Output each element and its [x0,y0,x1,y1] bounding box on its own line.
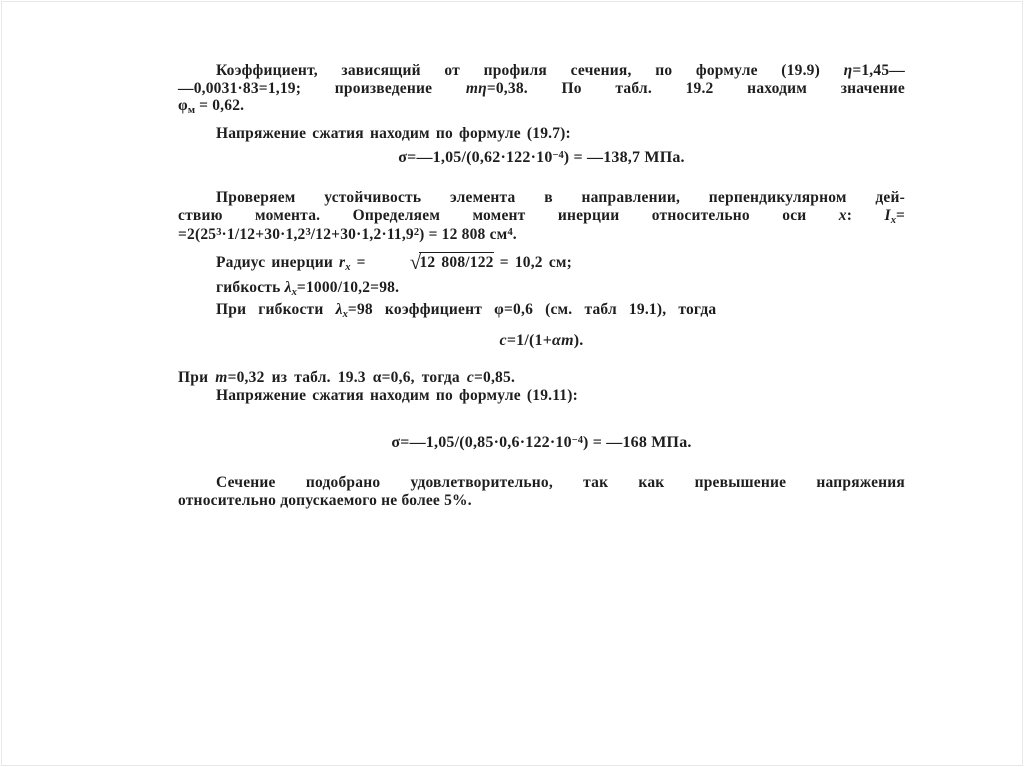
paragraph1-line1: Коэффициент, зависящий от профиля сечения, по формуле (19.9) η=1,45— [216,62,905,79]
formula-19-11: $\sigma=—1,05/(0,85\cdot 0,6\cdot 122\cdot 10^{-4})$ = —168 МПа. [391,434,692,451]
paragraph2-line1: Напряжение сжатия находим по формуле (19.7): [216,124,571,142]
slenderness-line: гибкость λx=1000/10,2=98. [216,279,400,298]
paragraph3-line2: ствию момента. Определяем момент инерции относительно оси x: Ix= [178,206,905,226]
formula-c-coefficient: c=1/(1+αm). [499,332,584,349]
alpha-c-values-line: При m=0,32 из табл. 19.3 α=0,6, тогда c=0,85. [178,369,516,386]
paragraph3-line1: Проверяем устойчивость элемента в направлении, перпендикулярном дей- [216,189,905,206]
paragraph1-line3: φм = 0,62. [178,97,245,116]
radius-of-gyration-line: Радиус инерции rx = √12 808/122 = 10,2 см; [216,249,573,274]
formula-19-7: $\sigma=—1,05/(0,62\cdot 122\cdot 10^{-4})$ = —138,7 МПа. [398,149,685,166]
conclusion-line1: Сечение подобрано удовлетворительно, так как превышение напряжения [216,474,905,491]
paragraph4-line1: Напряжение сжатия находим по формуле (19.11): [216,386,578,404]
paragraph1-line2: —0,0031·83=1,19; произведение mη=0,38. По табл. 19.2 находим значение [178,79,905,97]
paragraph3-line3-inertia-formula: $=2(25^3\cdot 1/12+30\cdot 1,2^3/12+30\cdot 1,2\cdot 11,9^2) = 12$ 808 $см^4$. [178,226,517,243]
document-text-block [178,0,905,509]
coefficient-phi-line: При гибкости λx=98 коэффициент φ=0,6 (см. табл 19.1), тогда [216,300,717,320]
conclusion-line2: относительно допускаемого не более 5%. [178,491,472,509]
